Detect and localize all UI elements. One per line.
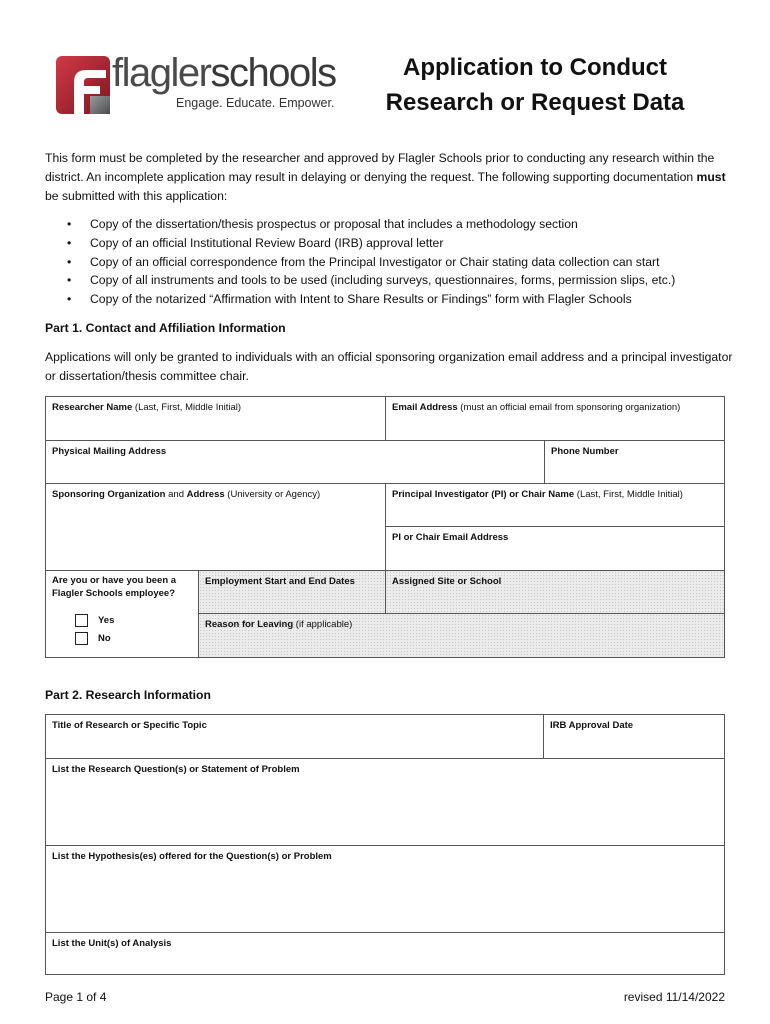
logo-tagline: Engage. Educate. Empower. <box>176 96 335 110</box>
field-label-bold: Employment Start and End Dates <box>205 576 355 587</box>
employee-question-cell <box>45 570 199 658</box>
principal-investigator-field[interactable] <box>385 483 725 527</box>
title-line-2: Research or Request Data <box>385 89 685 116</box>
yes-checkbox[interactable] <box>75 614 88 627</box>
intro-paragraph <box>45 149 735 206</box>
field-label-bold: Assigned Site or School <box>392 576 502 587</box>
sponsoring-organization-field[interactable] <box>45 483 386 571</box>
field-label-bold: Email Address <box>392 402 458 413</box>
field-label-bold: List the Unit(s) of Analysis <box>52 938 172 949</box>
list-item-text: Copy of the notarized “Affirmation with Intent to Share Results or Findings” form with Flagler Schools <box>90 292 632 307</box>
field-label-hint: (University or Agency) <box>224 489 321 500</box>
list-item <box>45 215 735 234</box>
bullet-icon: • <box>67 254 72 269</box>
field-label-bold: Sponsoring Organization <box>52 489 166 500</box>
no-checkbox-row[interactable] <box>75 632 111 645</box>
logo-wordmark <box>112 50 336 96</box>
reason-for-leaving-field[interactable] <box>198 613 725 658</box>
flagler-schools-logo <box>56 52 336 118</box>
bullet-icon: • <box>67 273 72 288</box>
researcher-name-field[interactable] <box>45 396 386 441</box>
list-item-text: Copy of an official Institutional Review Board (IRB) approval letter <box>90 235 444 250</box>
flagler-logo-mark-icon <box>56 56 110 114</box>
logo-wordmark-flagler: flagler <box>112 51 211 95</box>
bullet-icon: • <box>67 292 72 307</box>
part1-note: Applications will only be granted to individuals with an official sponsoring organization email address and a principal investigator or dissertation/thesis committee chair. <box>45 350 733 383</box>
list-item-text: Copy of the dissertation/thesis prospectus or proposal that includes a methodology section <box>90 217 578 231</box>
field-label-bold: List the Hypothesis(es) offered for the Question(s) or Problem <box>52 851 332 862</box>
pi-email-field[interactable] <box>385 526 725 571</box>
logo-wordmark-schools: schools <box>210 51 336 95</box>
intro-bold-must: must <box>696 170 726 184</box>
field-label-bold: Reason for Leaving <box>205 619 294 630</box>
field-label-bold: Title of Research or Specific Topic <box>52 720 207 731</box>
irb-approval-date-field[interactable] <box>543 714 725 759</box>
list-item-text: Copy of all instruments and tools to be used (including surveys, questionnaires, forms, permission slips, etc.) <box>90 273 676 288</box>
intro-text: This form must be completed by the researcher and approved by Flagler Schools prior to conducting any research within the district. An incomplete application may result in delaying or denying the request. The following supporting documentation <box>45 151 715 184</box>
employment-dates-field[interactable] <box>198 570 386 614</box>
field-label-hint: (if applicable) <box>293 619 353 630</box>
field-label-hint: (Last, First, Middle Initial) <box>574 489 683 500</box>
field-label-bold: Principal Investigator (PI) or Chair Name <box>392 489 575 500</box>
field-label-bold: Address <box>186 489 225 500</box>
field-label-bold: IRB Approval Date <box>550 720 634 731</box>
research-title-field[interactable] <box>45 714 544 759</box>
field-label-hint: (must an official email from sponsoring organization) <box>457 402 681 413</box>
list-item <box>45 290 735 309</box>
units-of-analysis-field[interactable] <box>45 932 725 975</box>
email-address-field[interactable] <box>385 396 725 441</box>
no-label: No <box>98 633 111 645</box>
title-line-1: Application to Conduct <box>403 54 667 81</box>
part1-heading: Part 1. Contact and Affiliation Information <box>45 321 286 335</box>
required-documents-list <box>45 215 735 309</box>
field-label-hint: (Last, First, Middle Initial) <box>132 402 242 413</box>
page-title <box>355 50 715 120</box>
list-item <box>45 271 735 290</box>
list-item <box>45 234 735 253</box>
hypothesis-field[interactable] <box>45 845 725 933</box>
mailing-address-field[interactable] <box>45 440 545 484</box>
yes-checkbox-row[interactable] <box>75 614 114 627</box>
field-label-bold: Researcher Name <box>52 402 133 413</box>
research-questions-field[interactable] <box>45 758 725 846</box>
page-number: Page 1 of 4 <box>45 990 107 1004</box>
assigned-site-field[interactable] <box>385 570 725 614</box>
list-item-text: Copy of an official correspondence from the Principal Investigator or Chair stating data collection can start <box>90 254 660 269</box>
field-label-hint: and <box>165 489 187 500</box>
phone-number-field[interactable] <box>544 440 725 484</box>
intro-text-end: be submitted with this application: <box>45 189 228 203</box>
bullet-icon: • <box>67 217 72 231</box>
yes-label: Yes <box>98 615 115 627</box>
field-label-bold: List the Research Question(s) or Statement of Problem <box>52 764 300 775</box>
no-checkbox[interactable] <box>75 632 88 645</box>
list-item <box>45 253 735 272</box>
field-label-bold: Physical Mailing Address <box>52 446 167 457</box>
revised-date: revised 11/14/2022 <box>623 990 725 1004</box>
bullet-icon: • <box>67 235 72 250</box>
field-label-bold: Are you or have you been a Flagler Schools employee? <box>52 575 177 599</box>
field-label-bold: Phone Number <box>551 446 619 457</box>
part2-heading: Part 2. Research Information <box>45 688 211 702</box>
field-label-bold: PI or Chair Email Address <box>392 532 509 543</box>
